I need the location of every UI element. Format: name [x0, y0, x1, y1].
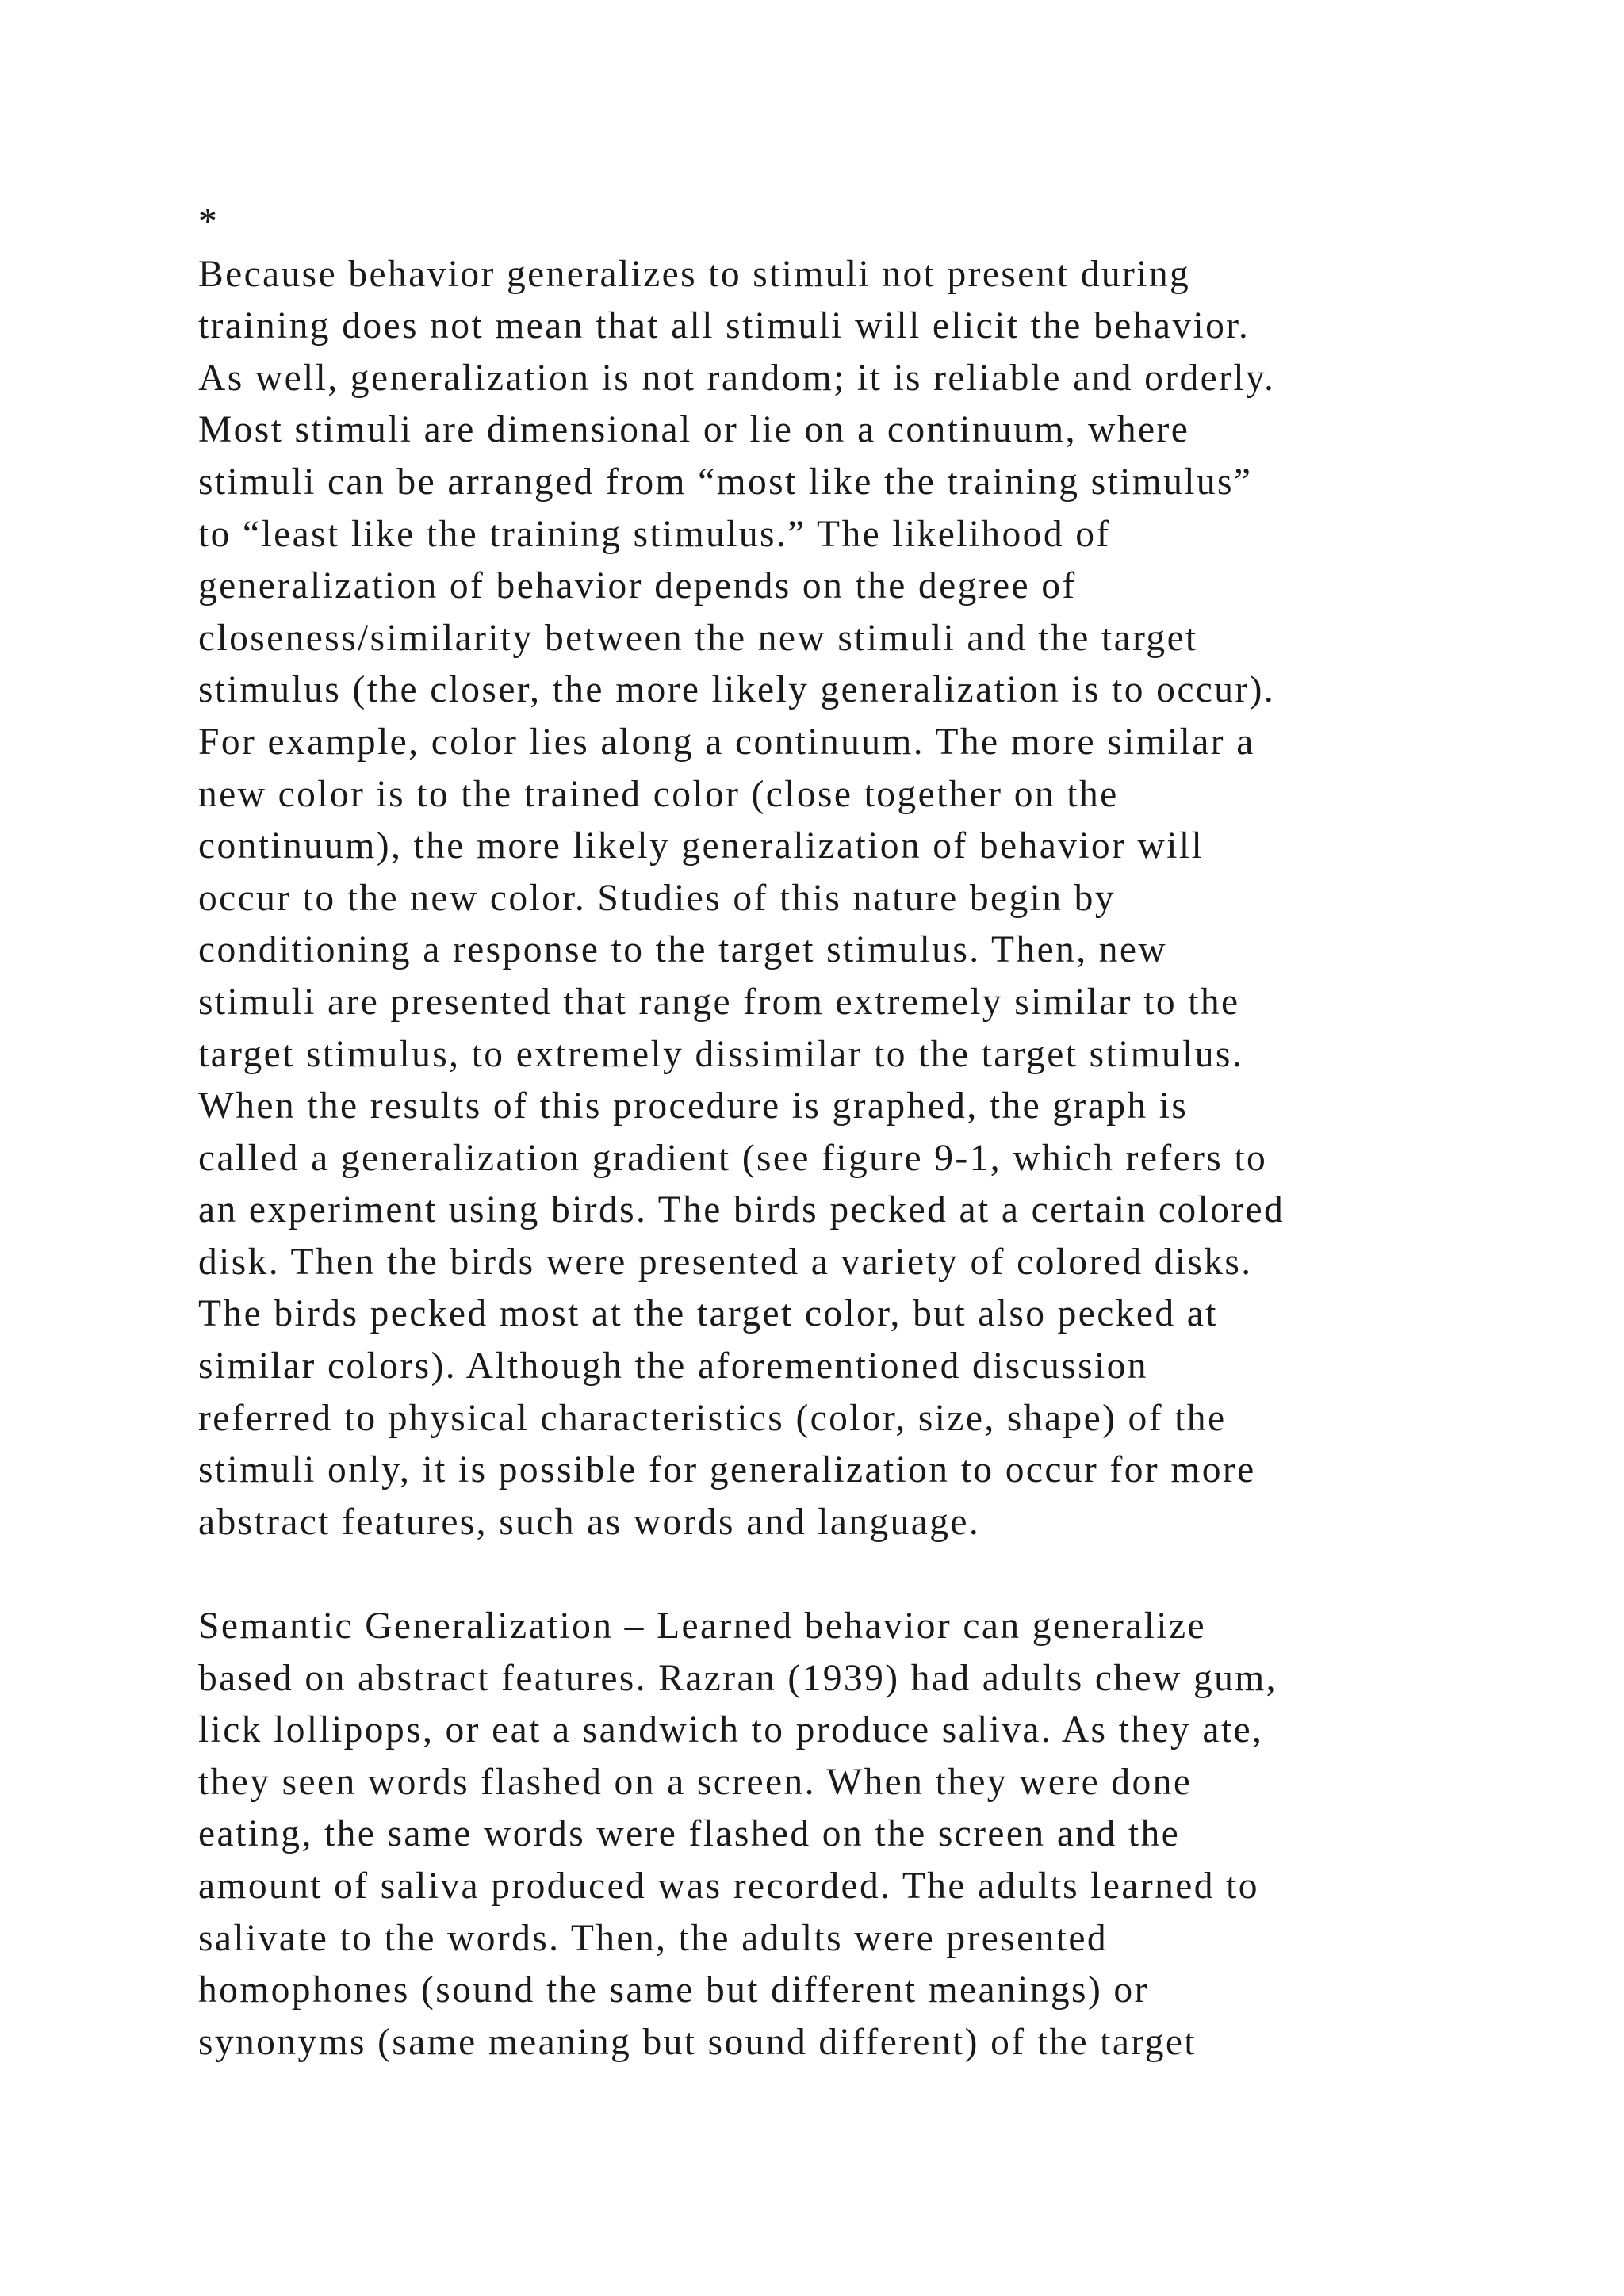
- paragraph-line: The birds pecked most at the target color, but also pecked at: [198, 1293, 1218, 1335]
- paragraph-line: new color is to the trained color (close together on the: [198, 773, 1119, 815]
- section-marker: *: [198, 201, 220, 243]
- paragraph-line: disk. Then the birds were presented a variety of colored disks.: [198, 1241, 1253, 1283]
- paragraph-line: salivate to the words. Then, the adults were presented: [198, 1917, 1109, 1959]
- paragraph-line: stimuli can be arranged from “most like the training stimulus”: [198, 461, 1253, 503]
- paragraph-line: Most stimuli are dimensional or lie on a continuum, where: [198, 409, 1190, 451]
- paragraph-line: similar colors). Although the aforementioned discussion: [198, 1345, 1148, 1387]
- paragraph-line: referred to physical characteristics (color, size, shape) of the: [198, 1397, 1227, 1439]
- paragraph-line: stimuli are presented that range from extremely similar to the: [198, 981, 1240, 1023]
- paragraph-semantic-generalization: [198, 1601, 1467, 2068]
- paragraph-generalization: [198, 249, 1467, 1549]
- paragraph-line: based on abstract features. Razran (1939) had adults chew gum,: [198, 1657, 1277, 1699]
- paragraph-line: Semantic Generalization – Learned behavior can generalize: [198, 1605, 1206, 1647]
- document-body: [198, 197, 1467, 2068]
- paragraph-line: stimuli only, it is possible for generalization to occur for more: [198, 1449, 1256, 1491]
- paragraph-line: an experiment using birds. The birds pecked at a certain colored: [198, 1189, 1285, 1231]
- paragraph-line: called a generalization gradient (see figure 9-1, which refers to: [198, 1137, 1268, 1179]
- paragraph-line: to “least like the training stimulus.” The likelihood of: [198, 513, 1111, 555]
- paragraph-line: closeness/similarity between the new stimuli and the target: [198, 617, 1198, 659]
- paragraph-line: abstract features, such as words and language.: [198, 1501, 981, 1543]
- paragraph-line: generalization of behavior depends on the degree of: [198, 565, 1077, 607]
- paragraph-line: synonyms (same meaning but sound different) of the target: [198, 2021, 1197, 2063]
- paragraph-line: Because behavior generalizes to stimuli not present during: [198, 253, 1191, 295]
- paragraph-line: continuum), the more likely generalization of behavior will: [198, 825, 1205, 867]
- paragraph-line: target stimulus, to extremely dissimilar to the target stimulus.: [198, 1033, 1244, 1075]
- paragraph-line: homophones (sound the same but different meanings) or: [198, 1969, 1149, 2011]
- paragraph-line: For example, color lies along a continuum. The more similar a: [198, 721, 1255, 763]
- paragraph-line: lick lollipops, or eat a sandwich to produce saliva. As they ate,: [198, 1709, 1264, 1751]
- paragraph-line: When the results of this procedure is graphed, the graph is: [198, 1085, 1189, 1127]
- paragraph-line: stimulus (the closer, the more likely generalization is to occur).: [198, 669, 1276, 711]
- paragraph-line: As well, generalization is not random; it is reliable and orderly.: [198, 357, 1276, 399]
- paragraph-line: they seen words flashed on a screen. When they were done: [198, 1761, 1193, 1803]
- paragraph-line: training does not mean that all stimuli will elicit the behavior.: [198, 305, 1251, 347]
- paragraph-spacer: [198, 1548, 1467, 1601]
- paragraph-line: conditioning a response to the target stimulus. Then, new: [198, 929, 1168, 971]
- paragraph-line: occur to the new color. Studies of this nature begin by: [198, 877, 1116, 919]
- paragraph-line: amount of saliva produced was recorded. The adults learned to: [198, 1866, 1259, 1907]
- paragraph-line: eating, the same words were flashed on the screen and the: [198, 1813, 1181, 1855]
